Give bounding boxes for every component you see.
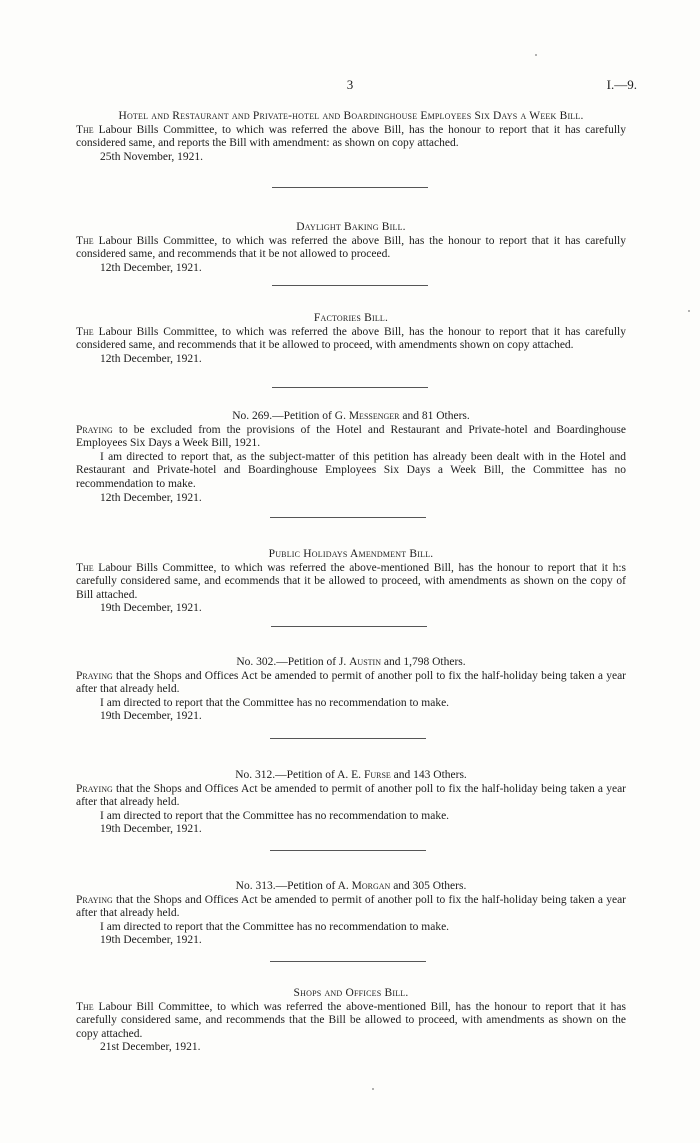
section-title: Public Holidays Amendment Bill.: [268, 548, 434, 560]
lead-word: The: [76, 325, 94, 338]
petition-title: [76, 769, 626, 783]
print-speck: [688, 310, 690, 312]
section-date: 19th December, 1921.: [100, 823, 202, 836]
petitioner-name: Morgan: [351, 880, 391, 892]
divider-rule: [270, 961, 426, 962]
committee-report: I am directed to report that the Committee has no recommendation to make.: [100, 696, 450, 709]
divider-rule: [272, 187, 428, 188]
divider-rule: [270, 850, 426, 851]
petition-prefix: No. 302.—Petition of J.: [236, 656, 347, 668]
divider-rule: [271, 626, 427, 627]
document-reference: I.—9.: [606, 77, 637, 92]
section-body: [76, 326, 626, 353]
divider-rule: [270, 517, 426, 518]
section-body: [76, 235, 626, 262]
body-text: Labour Bills Committee, to which was referred the above Bill, has the honour to report that it has carefully considered same, and reports the Bill with amendment: as shown on copy attached.: [76, 123, 627, 150]
lead-word: Praying: [76, 669, 113, 682]
body-text: Labour Bills Committee, to which was referred the above-mentioned Bill, has the honour to report that it h:s carefully considered same, and ecommends that it be allowed to proceed, with amendments as shown on the copy of Bill attached.: [76, 561, 626, 601]
petition-prefix: No. 269.—Petition of G.: [232, 410, 346, 422]
committee-report: I am directed to report that the Committee has no recommendation to make.: [100, 920, 450, 933]
section-factories-bill: [76, 312, 626, 366]
petition-suffix: and 1,798 Others.: [383, 656, 466, 668]
section-date: 12th December, 1921.: [100, 491, 202, 504]
section-date: 19th December, 1921.: [100, 710, 202, 723]
petitioner-name: Furse: [363, 769, 391, 781]
body-text: that the Shops and Offices Act be amended to permit of another poll to fix the half-holiday being taken a year after that already held.: [76, 782, 626, 809]
section-body: [76, 124, 626, 151]
petition-prayer: [76, 670, 626, 697]
section-title: Shops and Offices Bill.: [293, 987, 409, 999]
divider-rule: [272, 387, 428, 388]
body-text: Labour Bill Committee, to which was referred the above-mentioned Bill, has the honour to report that it has carefully considered same, and recommends that the Bill be allowed to proceed, with amendments as shown on the copy attached.: [76, 1000, 626, 1040]
print-speck: [535, 54, 537, 56]
section-date: 19th December, 1921.: [100, 934, 202, 947]
petition-title: [76, 410, 626, 424]
lead-word: Praying: [76, 423, 113, 436]
petition-prayer: [76, 894, 626, 921]
divider-rule: [272, 285, 428, 286]
section-petition-269: [76, 410, 626, 505]
petition-prefix: No. 313.—Petition of A.: [235, 880, 349, 892]
section-public-holidays-bill: [76, 548, 626, 616]
section-petition-313: [76, 880, 626, 948]
print-speck: [372, 1088, 374, 1090]
section-petition-312: [76, 769, 626, 837]
body-text: Labour Bills Committee, to which was referred the above Bill, has the honour to report that it has carefully considered same, and recommends that it be allowed to proceed, with amendments shown on copy attached.: [76, 325, 627, 352]
body-text: that the Shops and Offices Act be amended to permit of another poll to fix the half-holiday being taken a year after that already held.: [76, 669, 626, 696]
divider-rule: [270, 738, 426, 739]
lead-word: Praying: [76, 893, 113, 906]
petition-suffix: and 305 Others.: [393, 880, 467, 892]
lead-word: The: [76, 1000, 94, 1013]
section-body: [76, 562, 626, 603]
section-title: Hotel and Restaurant and Private-hotel and Boardinghouse Employees Six Days a Week Bill.: [118, 110, 584, 122]
committee-report: I am directed to report that the Committee has no recommendation to make.: [100, 809, 450, 822]
petitioner-name: Austin: [349, 656, 381, 668]
petitioner-name: Messenger: [348, 410, 400, 422]
section-title: Factories Bill.: [313, 312, 389, 324]
petition-prayer: [76, 783, 626, 810]
petition-title: [76, 880, 626, 894]
lead-word: The: [76, 123, 94, 136]
committee-report: I am directed to report that, as the subject-matter of this petition has already been dealt with in the Hotel and Restaurant and Private-hotel and Boardinghouse Employees Six Days a Week Bill, the Committee has no recommendation to make.: [76, 450, 626, 490]
petition-suffix: and 143 Others.: [393, 769, 467, 781]
petition-prayer: [76, 424, 626, 451]
section-date: 19th December, 1921.: [100, 602, 202, 615]
section-title: Daylight Baking Bill.: [296, 221, 406, 233]
section-date: 12th December, 1921.: [100, 352, 202, 365]
lead-word: Praying: [76, 782, 113, 795]
body-text: that the Shops and Offices Act be amended to permit of another poll to fix the half-holiday being taken a year after that already held.: [76, 893, 626, 920]
body-text: Labour Bills Committee, to which was referred the above Bill, has the honour to report that it has carefully considered same, and recommends that it be not allowed to proceed.: [76, 234, 627, 261]
body-text: to be excluded from the provisions of the Hotel and Restaurant and Private-hotel and Boardinghouse Employees Six Days a Week Bill, 1921.: [76, 423, 627, 450]
section-shops-offices-bill: [76, 987, 626, 1055]
section-date: 12th December, 1921.: [100, 261, 202, 274]
petition-title: [76, 656, 626, 670]
section-date: 25th November, 1921.: [100, 150, 204, 163]
lead-word: The: [76, 561, 94, 574]
petition-suffix: and 81 Others.: [402, 410, 470, 422]
section-daylight-baking-bill: [76, 221, 626, 275]
page-number: 3: [346, 77, 354, 92]
section-body: [76, 1001, 626, 1042]
section-petition-302: [76, 656, 626, 724]
page-header: [0, 78, 700, 94]
petition-prefix: No. 312.—Petition of A. E.: [235, 769, 362, 781]
section-date: 21st December, 1921.: [100, 1041, 201, 1054]
lead-word: The: [76, 234, 94, 247]
section-hotel-restaurant-bill: [76, 110, 626, 164]
